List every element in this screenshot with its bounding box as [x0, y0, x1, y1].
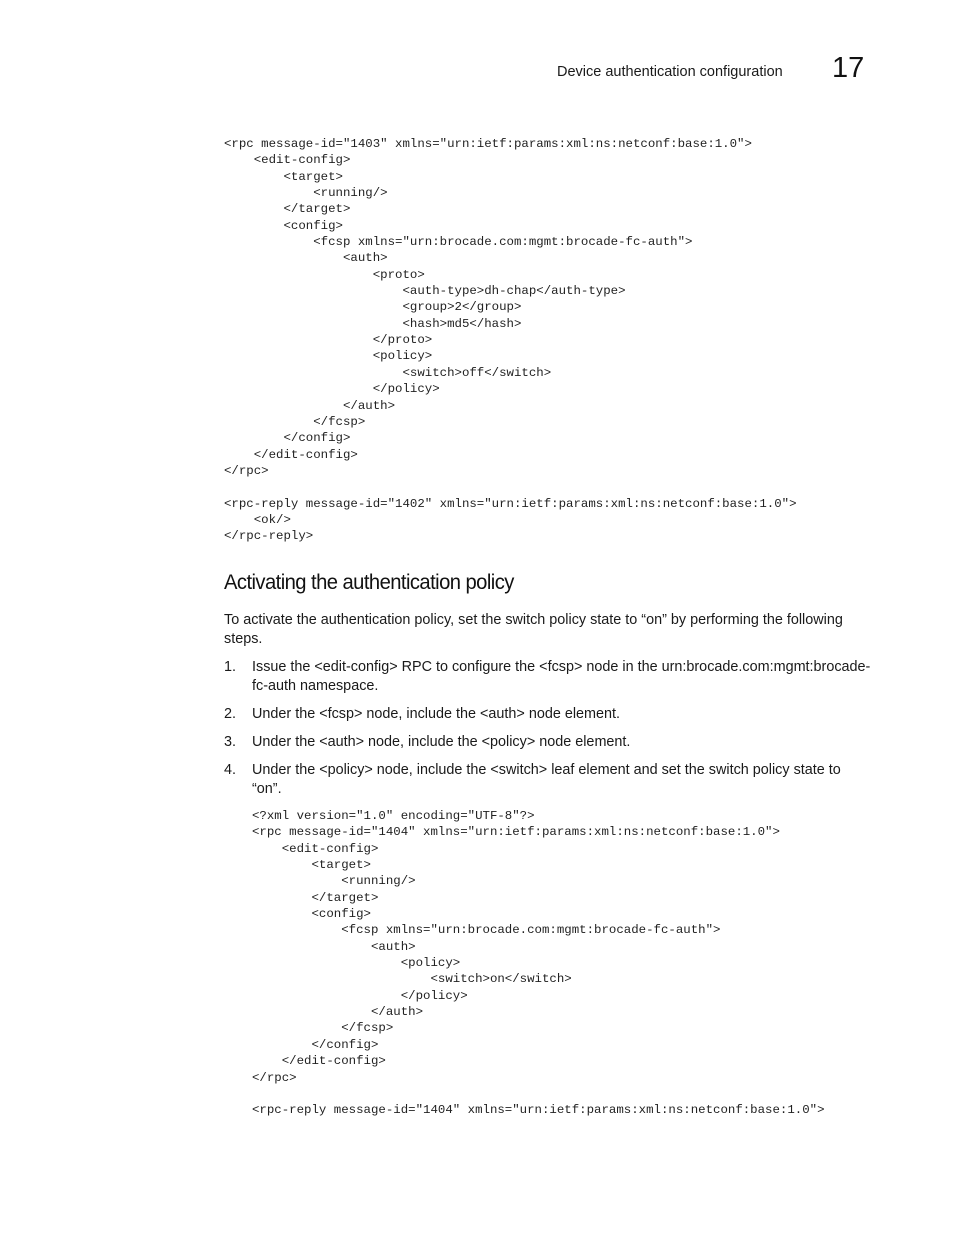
code-line: </auth>	[252, 1005, 424, 1020]
code-line: <running/>	[224, 186, 388, 201]
step-number: 2.	[224, 706, 237, 722]
step-number: 1.	[224, 659, 237, 675]
code-line: <auth-type>dh-chap</auth-type>	[224, 284, 626, 299]
code-line: </config>	[224, 431, 351, 446]
chapter-number: 17	[832, 52, 865, 84]
code-line: </edit-config>	[224, 447, 358, 462]
code-line: <policy>	[252, 956, 461, 971]
step-number: 4.	[224, 762, 237, 778]
step-text: Issue the <edit-config> RPC to configure the <fcsp> node in the urn:brocade.com:mgmt:brocade-fc-auth namespace.	[252, 659, 871, 694]
code-line: <switch>on</switch>	[252, 972, 572, 987]
code-line: </config>	[252, 1037, 379, 1052]
code-line: <rpc-reply message-id="1402" xmlns="urn:ietf:params:xml:ns:netconf:base:1.0">	[224, 496, 797, 511]
code-line: <rpc-reply message-id="1404" xmlns="urn:ietf:params:xml:ns:netconf:base:1.0">	[252, 1103, 825, 1118]
code-line: <policy>	[224, 349, 433, 364]
step-text: Under the <auth> node, include the <policy> node element.	[252, 734, 631, 750]
code-line: <?xml version="1.0" encoding="UTF-8"?>	[252, 809, 535, 823]
step-text: Under the <fcsp> node, include the <auth> node element.	[252, 706, 621, 722]
code-line: <auth>	[252, 939, 416, 954]
code-line: <rpc message-id="1403" xmlns="urn:ietf:params:xml:ns:netconf:base:1.0">	[224, 137, 752, 151]
code-line: <rpc message-id="1404" xmlns="urn:ietf:params:xml:ns:netconf:base:1.0">	[252, 825, 780, 840]
code-line: </rpc>	[252, 1070, 297, 1085]
code-line: <switch>off</switch>	[224, 365, 552, 380]
code-line: <target>	[224, 169, 343, 184]
section-heading: Activating the authentication policy	[224, 570, 514, 594]
step-text: Under the <policy> node, include the <switch> leaf element and set the switch policy state to “on”.	[252, 762, 841, 797]
code-line: </rpc-reply>	[224, 529, 314, 544]
section-intro: To activate the authentication policy, set the switch policy state to “on” by performing the following steps.	[224, 612, 843, 647]
code-line: <hash>md5</hash>	[224, 316, 522, 331]
code-line: </edit-config>	[252, 1054, 386, 1069]
running-header-title: Device authentication configuration	[557, 64, 783, 80]
code-line: <auth>	[224, 251, 388, 266]
code-line	[252, 1086, 825, 1102]
code-line: <group>2</group>	[224, 300, 522, 315]
code-line: </auth>	[224, 398, 396, 413]
code-line: </target>	[224, 202, 351, 217]
code-line: <target>	[252, 858, 371, 873]
code-line: <config>	[224, 218, 343, 233]
step-number: 3.	[224, 734, 237, 750]
code-line: <fcsp xmlns="urn:brocade.com:mgmt:brocade-fc-auth">	[252, 923, 721, 938]
code-block-edit-config-off	[224, 136, 797, 545]
code-line: </rpc>	[224, 463, 269, 478]
code-line: </proto>	[224, 333, 433, 348]
code-line: </fcsp>	[252, 1021, 394, 1036]
code-line: <ok/>	[224, 512, 291, 527]
code-line: <proto>	[224, 267, 425, 282]
code-line: </policy>	[252, 988, 468, 1003]
code-line: <fcsp xmlns="urn:brocade.com:mgmt:brocade-fc-auth">	[224, 235, 693, 250]
code-line: <edit-config>	[224, 153, 351, 168]
code-line: </fcsp>	[224, 414, 366, 429]
code-line: <running/>	[252, 874, 416, 889]
code-line: </target>	[252, 890, 379, 905]
code-block-edit-config-on	[252, 808, 825, 1119]
code-line: <config>	[252, 907, 371, 922]
code-line: </policy>	[224, 382, 440, 397]
code-line: <edit-config>	[252, 841, 379, 856]
code-line	[224, 479, 797, 495]
